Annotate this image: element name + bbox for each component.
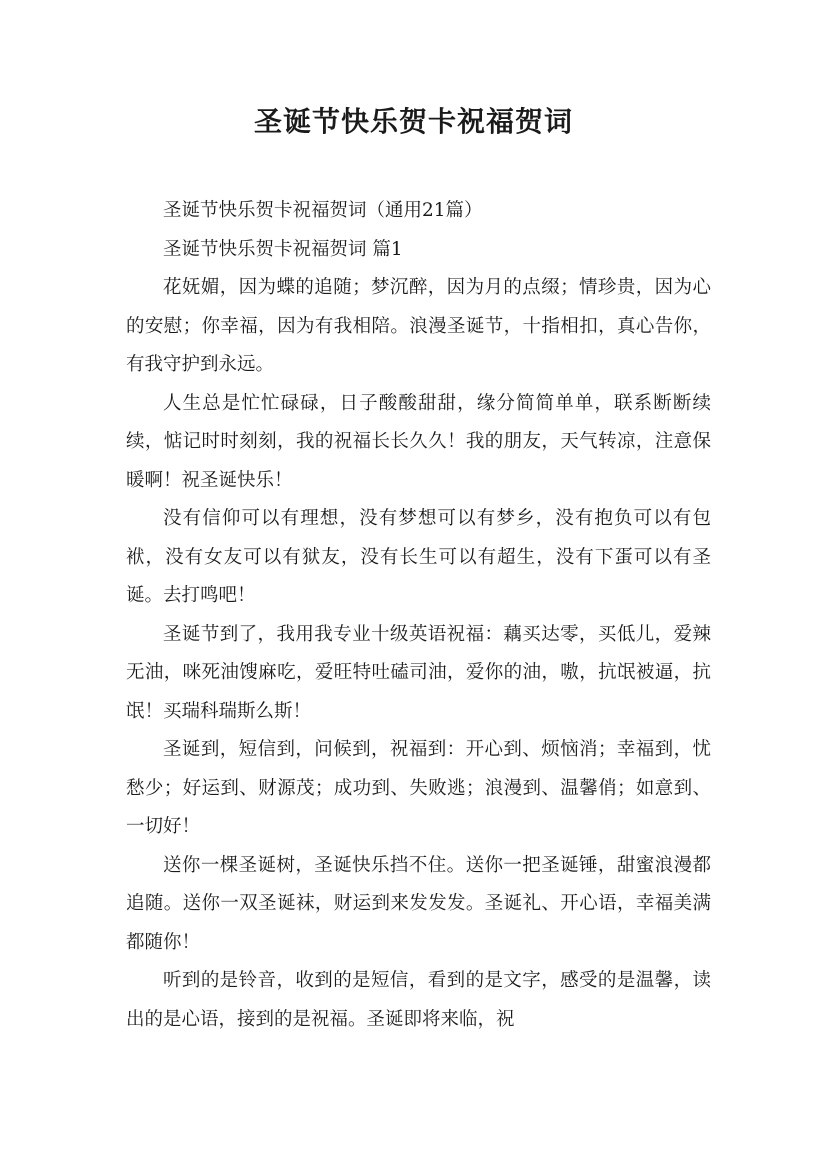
document-body [126,192,711,1039]
paragraph: 圣诞节到了，我用我专业十级英语祝福：藕买达零，买低儿，爱辣无油，咪死油馊麻吃，爱旺特吐磕司油，爱你的油，嗷，抗氓被逼，抗氓！买瑞科瑞斯么斯！ [126,623,711,722]
paragraph: 花妩媚，因为蝶的追随；梦沉醉，因为月的点缀；情珍贵，因为心的安慰；你幸福，因为有我相陪。浪漫圣诞节，十指相扣，真心告你，有我守护到永远。 [126,277,711,375]
paragraph: 圣诞到，短信到，问候到，祝福到：开心到、烦恼消；幸福到，忧愁少；好运到、财源茂；成功到、失败逃；浪漫到、温馨俏；如意到、一切好！ [126,739,711,837]
section-heading: 圣诞节快乐贺卡祝福贺词 篇1 [163,238,403,260]
paragraph: 人生总是忙忙碌碌，日子酸酸甜甜，缘分简简单单，联系断断续续，惦记时时刻刻，我的祝福长长久久！我的朋友，天气转凉，注意保暖啊！祝圣诞快乐！ [126,392,711,491]
document-title: 圣诞节快乐贺卡祝福贺词 [253,105,573,138]
paragraph: 送你一棵圣诞树，圣诞快乐挡不住。送你一把圣诞锤，甜蜜浪漫都追随。送你一双圣诞袜，财运到来发发发。圣诞礼、开心语，幸福美满都随你！ [126,854,711,953]
paragraph: 没有信仰可以有理想，没有梦想可以有梦乡，没有抱负可以有包袱，没有女友可以有狱友，没有长生可以有超生，没有下蛋可以有圣诞。去打鸣吧！ [126,508,711,606]
document-subtitle: 圣诞节快乐贺卡祝福贺词（通用21篇） [163,200,483,221]
paragraph: 听到的是铃音，收到的是短信，看到的是文字，感受的是温馨，读出的是心语，接到的是祝福。圣诞即将来临，祝 [126,970,711,1030]
